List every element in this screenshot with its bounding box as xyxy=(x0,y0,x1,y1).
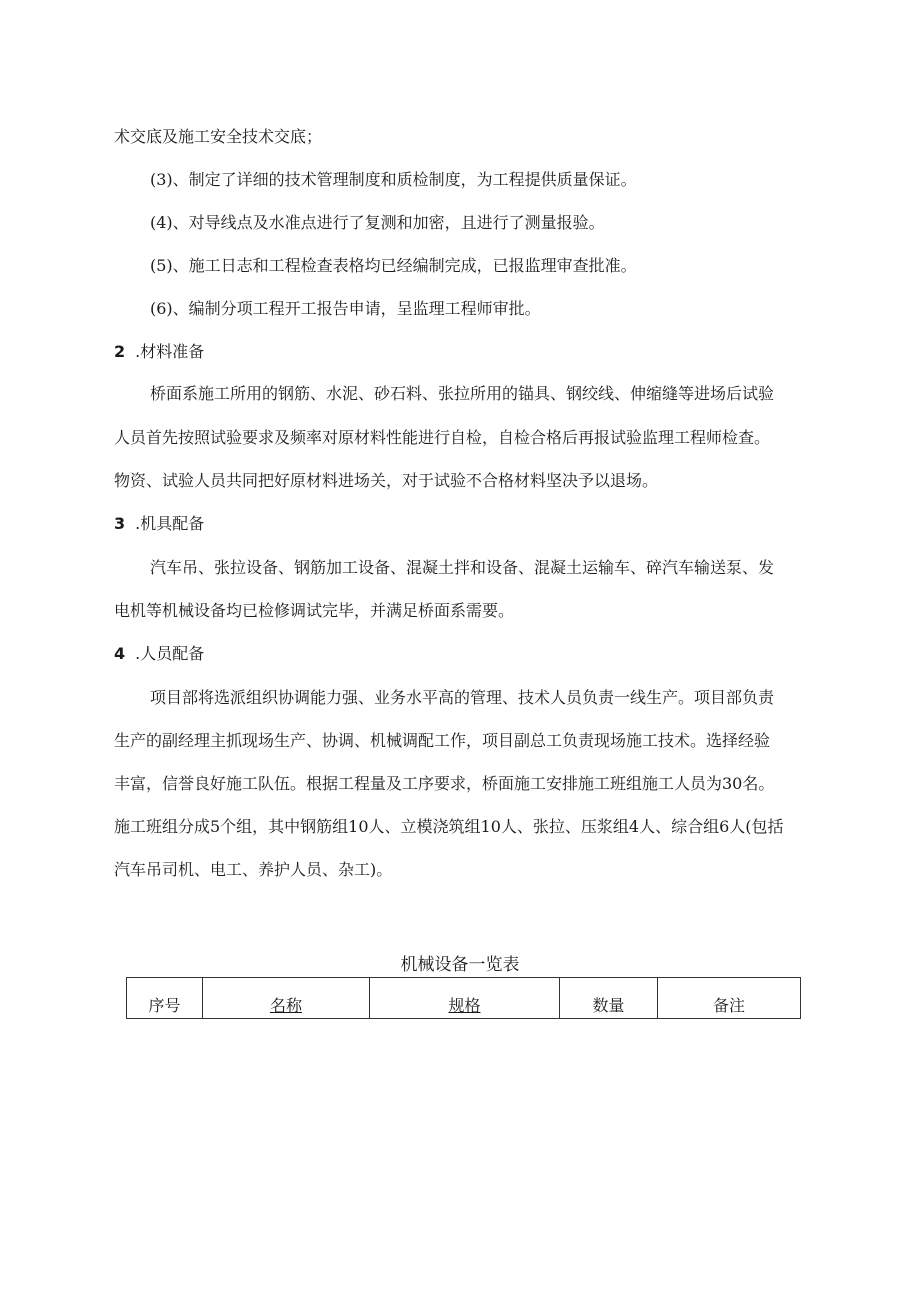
equipment-table xyxy=(126,977,801,1019)
paragraph-line: 人员首先按照试验要求及频率对原材料性能进行自检，自检合格后再报试验监理工程师检查。 xyxy=(114,428,771,447)
col-header-index: 序号 xyxy=(127,978,203,1019)
col-header-remarks: 备注 xyxy=(658,978,801,1019)
section-heading-personnel xyxy=(114,642,204,666)
paragraph-line: 丰富，信誉良好施工队伍。根据工程量及工序要求，桥面施工安排施工班组施工人员为30名。 xyxy=(114,774,775,793)
section-number: 2 xyxy=(114,342,126,361)
paragraph-line: 施工班组分成5个组，其中钢筋组10人、立模浇筑组10人、张拉、压浆组4人、综合组6人(包括 xyxy=(114,817,784,836)
table-header-row xyxy=(127,978,801,1019)
paragraph-line: 物资、试验人员共同把好原材料进场关，对于试验不合格材料坚决予以退场。 xyxy=(114,471,659,490)
table-title: 机械设备一览表 xyxy=(400,955,520,975)
list-item-4: (4)、对导线点及水准点进行了复测和加密，且进行了测量报验。 xyxy=(150,213,605,232)
col-header-name: 名称 xyxy=(203,978,370,1019)
section-heading-equipment xyxy=(114,512,204,536)
paragraph-line: 汽车吊司机、电工、养护人员、杂工)。 xyxy=(114,860,393,879)
col-header-quantity: 数量 xyxy=(560,978,658,1019)
paragraph-line: 项目部将选派组织协调能力强、业务水平高的管理、技术人员负责一线生产。项目部负责 xyxy=(150,688,775,707)
list-item-5: (5)、施工日志和工程检查表格均已经编制完成，已报监理审查批准。 xyxy=(150,256,637,275)
paragraph-line: 桥面系施工所用的钢筋、水泥、砂石料、张拉所用的锚具、钢绞线、伸缩缝等进场后试验 xyxy=(150,384,775,403)
col-header-spec: 规格 xyxy=(370,978,560,1019)
section-number: 3 xyxy=(114,514,126,533)
section-title: .机具配备 xyxy=(135,514,205,533)
list-item-6: (6)、编制分项工程开工报告申请，呈监理工程师审批。 xyxy=(150,299,541,318)
section-heading-materials xyxy=(114,340,204,364)
section-number: 4 xyxy=(114,644,126,663)
section-title: .人员配备 xyxy=(135,644,205,663)
paragraph-line: 电机等机械设备均已检修调试完毕，并满足桥面系需要。 xyxy=(114,601,515,620)
section-title: .材料准备 xyxy=(135,342,205,361)
paragraph-line: 汽车吊、张拉设备、钢筋加工设备、混凝土拌和设备、混凝土运输车、碎汽车输送泵、发 xyxy=(150,558,775,577)
list-item-3: (3)、制定了详细的技术管理制度和质检制度，为工程提供质量保证。 xyxy=(150,170,637,189)
paragraph-line: 生产的副经理主抓现场生产、协调、机械调配工作，项目副总工负责现场施工技术。选择经验 xyxy=(114,731,771,750)
text-line: 术交底及施工安全技术交底； xyxy=(114,127,323,146)
